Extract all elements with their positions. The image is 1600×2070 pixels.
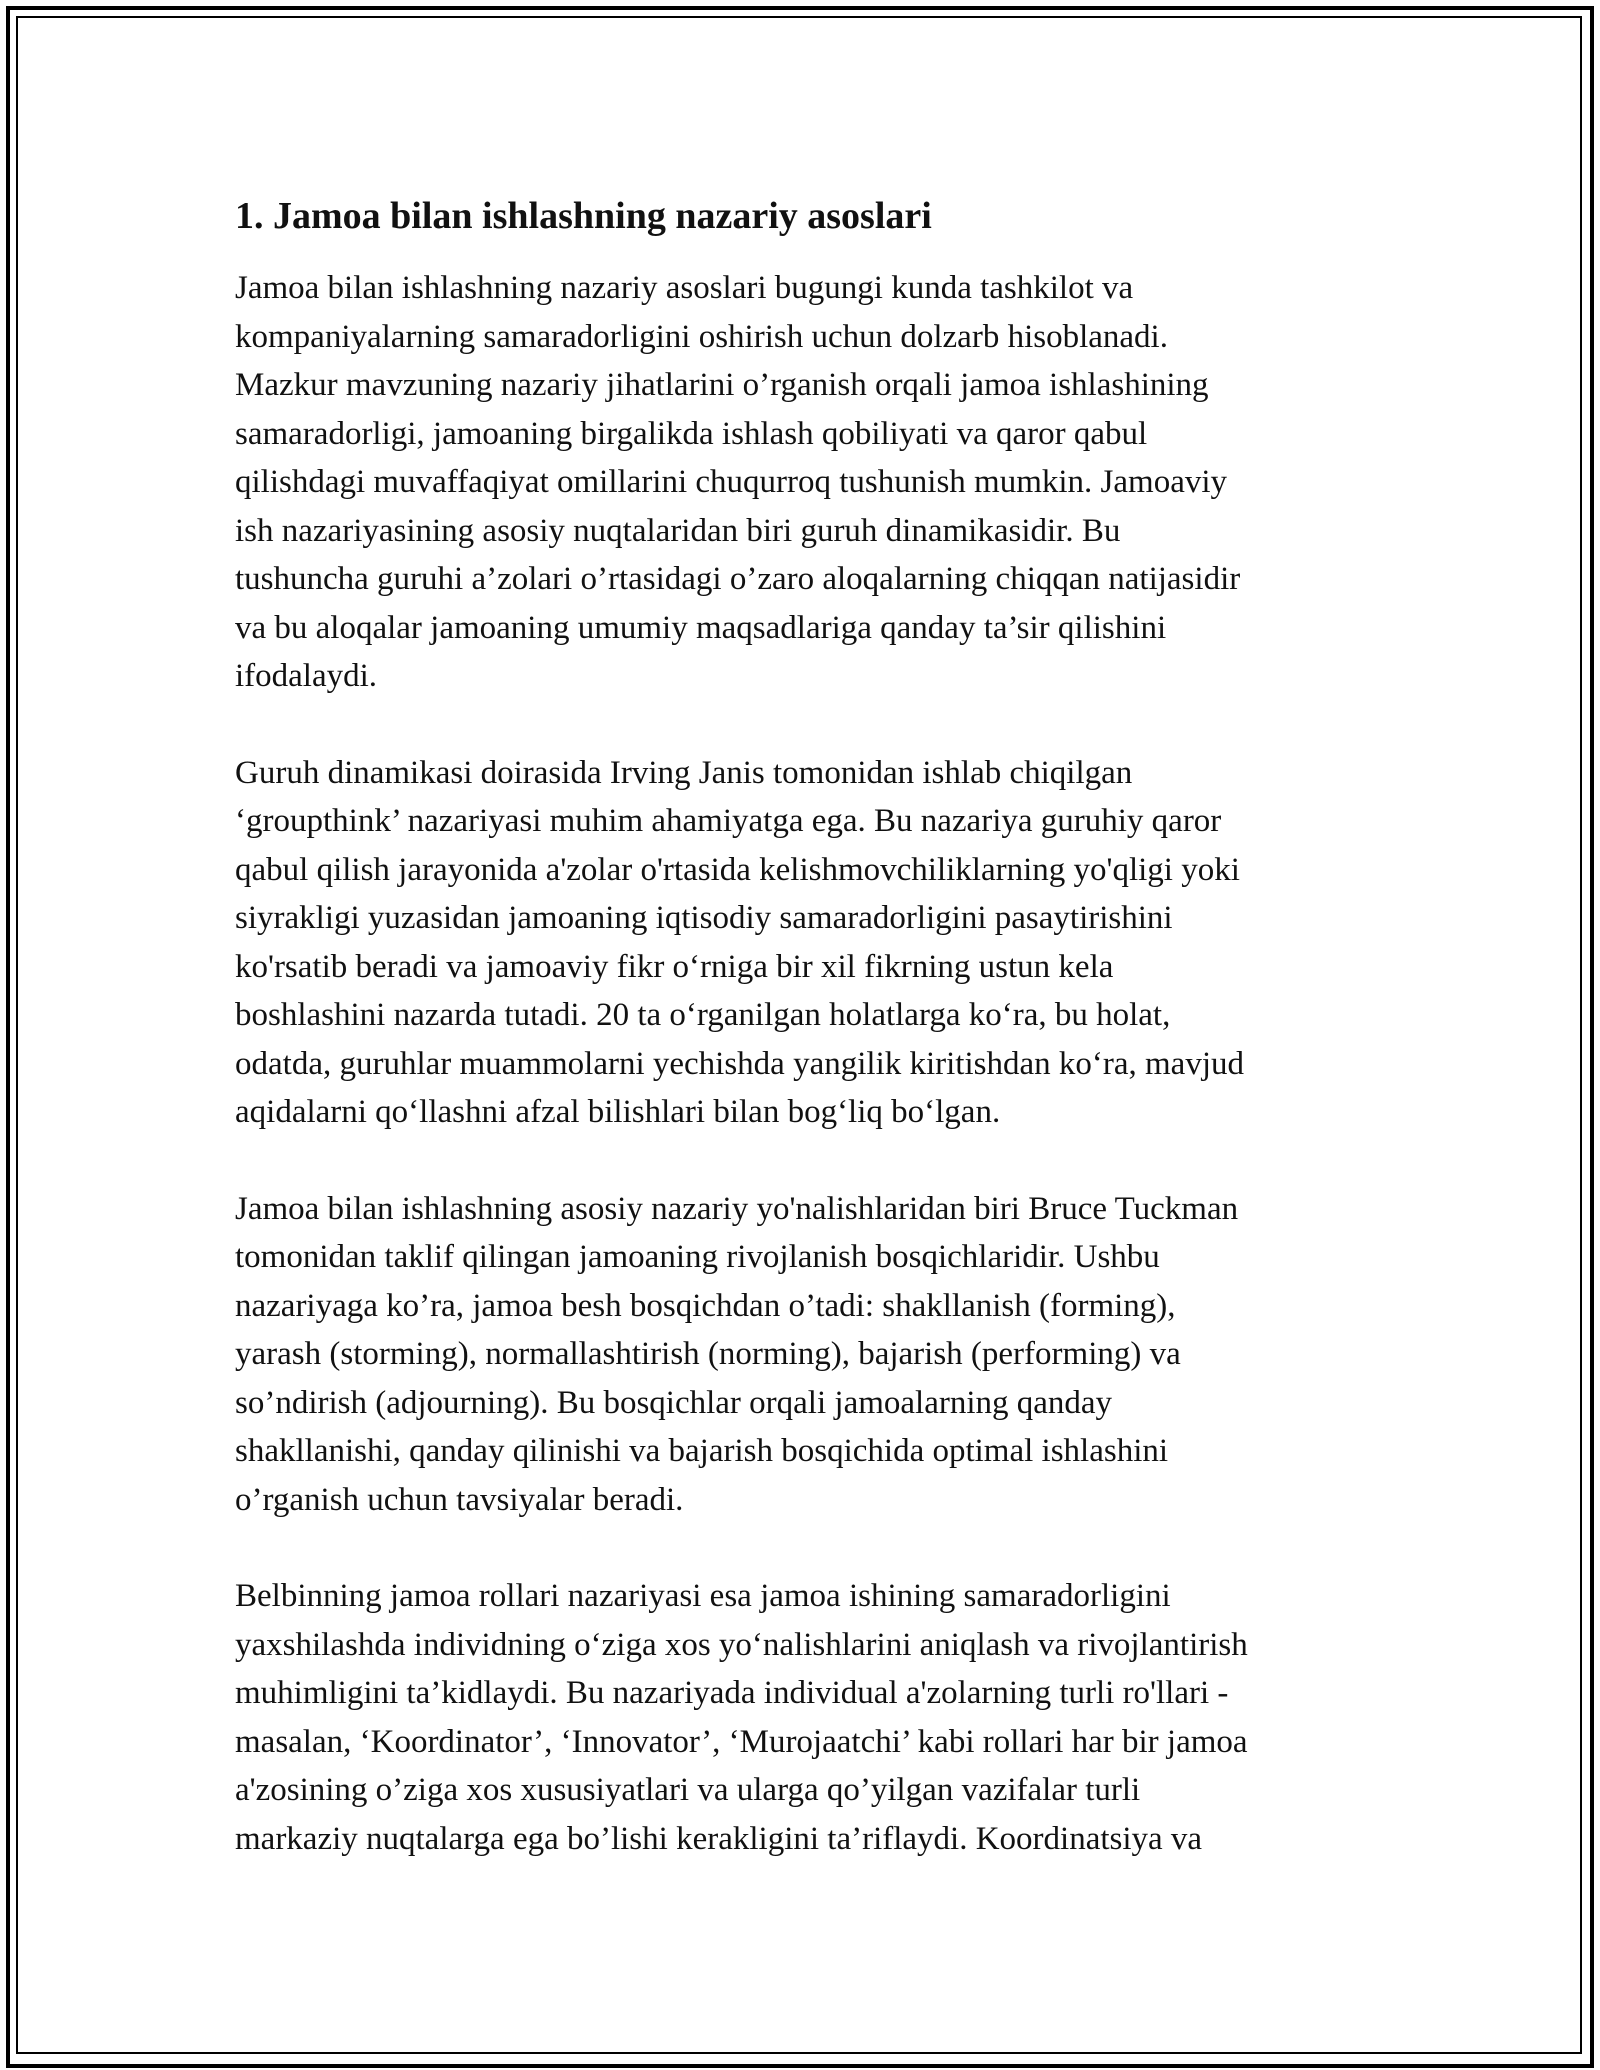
text-line: tomonidan taklif qilingan jamoaning rivojlanish bosqichlaridir. Ushbu [235, 1239, 1160, 1275]
text-line: nazariyaga ko’ra, jamoa besh bosqichdan o’tadi: shakllanish (forming), [235, 1287, 1176, 1324]
text-line: muhimligini ta’kidlaydi. Bu nazariyada individual a'zolarning turli ro'llari - [235, 1675, 1229, 1711]
text-line: Jamoa bilan ishlashning asosiy nazariy yo'nalishlaridan biri Bruce Tuckman [235, 1190, 1239, 1227]
paragraph-1 [235, 264, 1375, 701]
paragraph-3 [235, 1185, 1375, 1525]
text-line: kompaniyalarning samaradorligini oshirish uchun dolzarb hisoblanadi. [235, 318, 1168, 355]
text-line: o’rganish uchun tavsiyalar beradi. [235, 1481, 684, 1518]
text-line: Guruh dinamikasi doirasida Irving Janis tomonidan ishlab chiqilgan [235, 754, 1133, 791]
section-heading: 1. Jamoa bilan ishlashning nazariy asoslari [235, 195, 932, 237]
text-line: markaziy nuqtalarga ega bo’lishi kerakligini ta’riflaydi. Koordinatsiya va [235, 1820, 1203, 1857]
text-line: shakllanishi, qanday qilinishi va bajarish bosqichida optimal ishlashini [235, 1433, 1169, 1469]
text-line: qilishdagi muvaffaqiyat omillarini chuqurroq tushunish mumkin. Jamoaviy [235, 464, 1228, 500]
text-line: boshlashini nazarda tutadi. 20 ta o‘rganilgan holatlarga ko‘ra, bu holat, [235, 997, 1171, 1033]
text-line: yarash (storming), normallashtirish (norming), bajarish (performing) va [235, 1336, 1181, 1372]
text-line: ish nazariyasining asosiy nuqtalaridan biri guruh dinamikasidir. Bu [235, 512, 1121, 549]
text-line: aqidalarni qo‘llashni afzal bilishlari bilan bog‘liq bo‘lgan. [235, 1094, 1001, 1130]
text-line: so’ndirish (adjourning). Bu bosqichlar orqali jamoalarning qanday [235, 1384, 1113, 1421]
text-line: samaradorligi, jamoaning birgalikda ishlash qobiliyati va qaror qabul [235, 415, 1148, 452]
text-line: va bu aloqalar jamoaning umumiy maqsadlariga qanday ta’sir qilishini [235, 609, 1167, 646]
text-line: ko'rsatib beradi va jamoaviy fikr o‘rniga bir xil fikrning ustun kela [235, 948, 1114, 985]
text-line: masalan, ‘Koordinator’, ‘Innovator’, ‘Murojaatchi’ kabi rollari har bir jamoa [235, 1723, 1248, 1760]
text-line: ‘groupthink’ nazariyasi muhim ahamiyatga ega. Bu nazariya guruhiy qaror [235, 803, 1222, 839]
text-line: qabul qilish jarayonida a'zolar o'rtasida kelishmovchiliklarning yo'qligi yoki [235, 851, 1240, 888]
text-line: Belbinning jamoa rollari nazariyasi esa jamoa ishining samaradorligini [235, 1578, 1171, 1614]
text-line: Mazkur mavzuning nazariy jihatlarini o’rganish orqali jamoa ishlashining [235, 367, 1209, 403]
text-line: odatda, guruhlar muammolarni yechishda yangilik kiritishdan ko‘ra, mavjud [235, 1045, 1244, 1082]
text-line: a'zosining o’ziga xos xususiyatlari va ularga qo’yilgan vazifalar turli [235, 1772, 1141, 1808]
paragraph-4 [235, 1572, 1375, 1863]
text-line: yaxshilashda individning o‘ziga xos yo‘nalishlarini aniqlash va rivojlantirish [235, 1626, 1248, 1663]
text-line: ifodalaydi. [235, 658, 378, 694]
text-line: siyrakligi yuzasidan jamoaning iqtisodiy samaradorligini pasaytirishini [235, 900, 1173, 936]
document-body [235, 188, 1375, 1911]
paragraph-2 [235, 749, 1375, 1137]
text-line: tushuncha guruhi a’zolari o’rtasidagi o’zaro aloqalarning chiqqan natijasidir [235, 561, 1241, 597]
text-line: Jamoa bilan ishlashning nazariy asoslari bugungi kunda tashkilot va [235, 270, 1134, 306]
